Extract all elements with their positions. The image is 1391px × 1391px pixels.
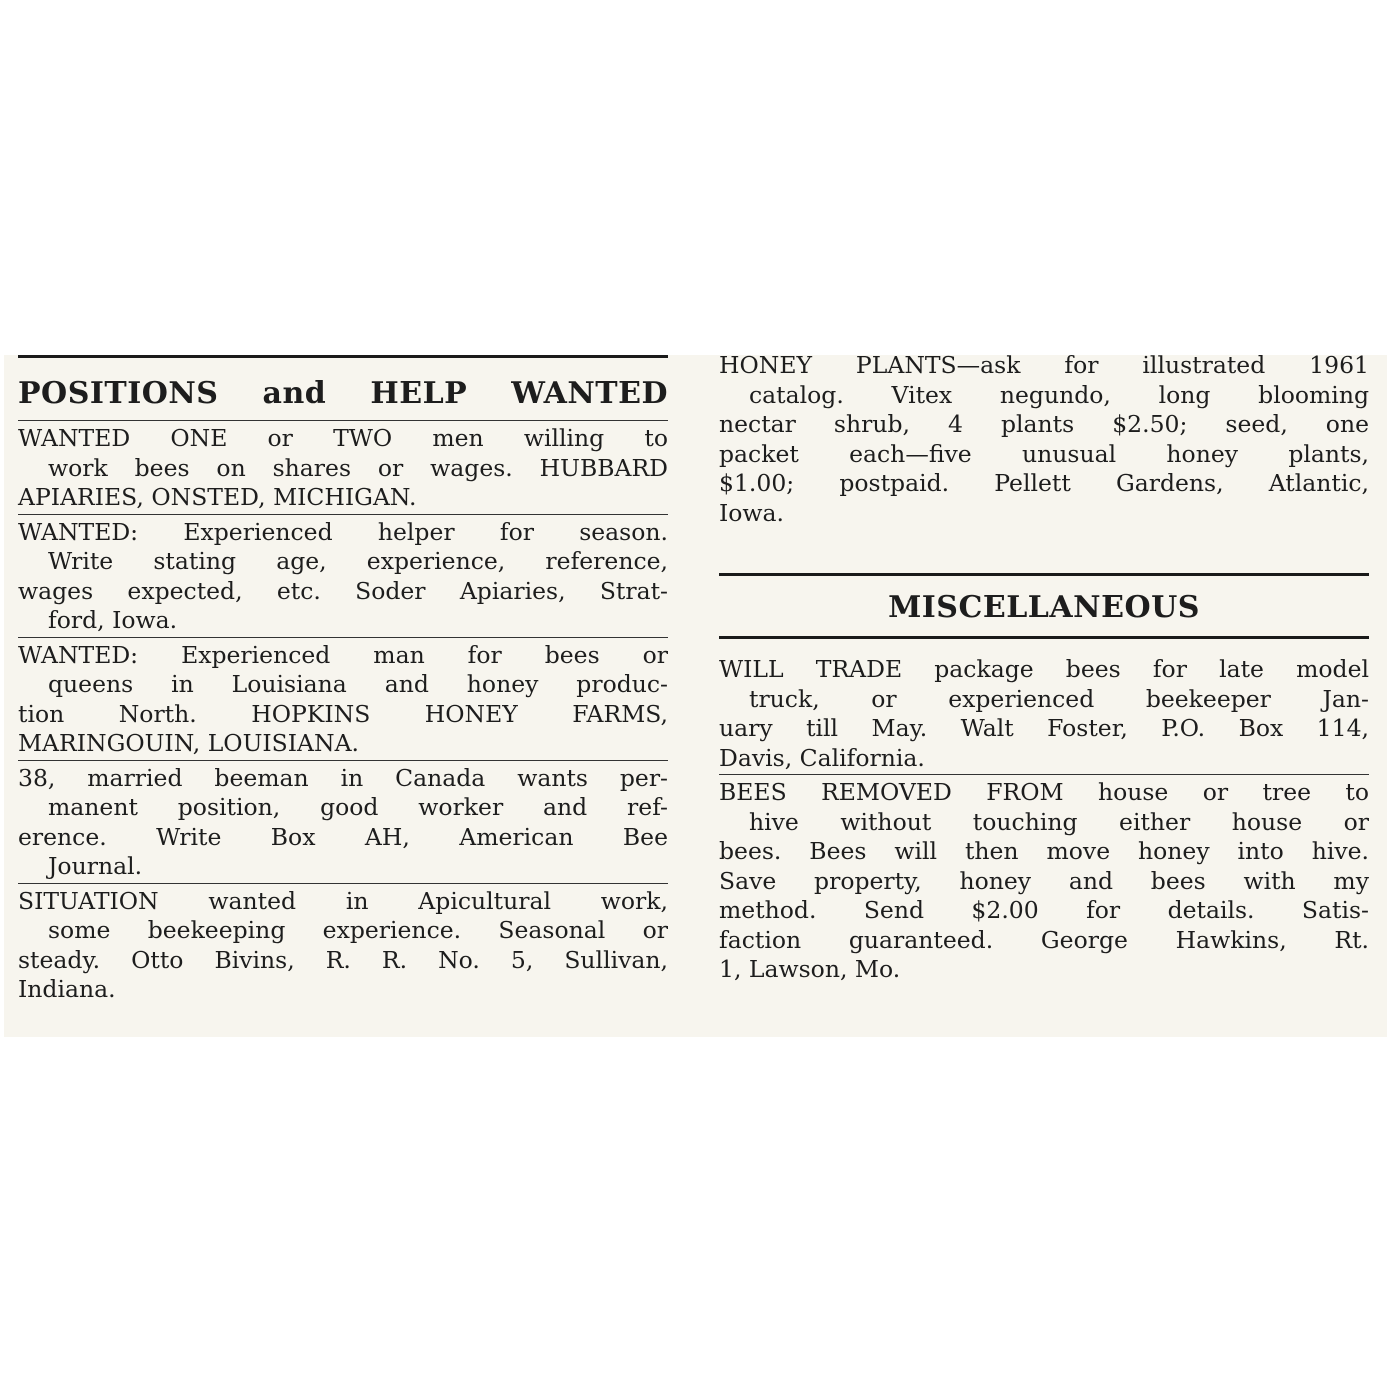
ad-divider [18,883,668,884]
ad-line: 38, married beeman in Canada wants per- [18,763,668,792]
ad-line: 1, Lawson, Mo. [719,955,901,983]
ad-line: $1.00; postpaid. Pellett Gardens, Atlantic, [719,469,1369,497]
ad-soder [18,518,668,636]
ad-line: packet each—five unusual honey plants, [719,439,1369,468]
ad-line: uary till May. Walt Foster, P.O. Box 114, [719,714,1369,742]
ad-line: Journal. [48,852,143,880]
ad-line: Save property, honey and bees with my [719,866,1369,895]
misc-heading: MISCELLANEOUS [888,590,1200,625]
positions-column [18,355,668,1005]
misc-heading-rule [719,636,1369,639]
ad-line: manent position, good worker and ref- [48,793,668,821]
ad-line: SITUATION wanted in Apicultural work, [18,886,668,915]
ad-line: truck, or experienced beekeeper Jan- [749,684,1369,713]
ad-line: erence. Write Box AH, American Bee [18,822,668,851]
ad-line: queens in Louisiana and honey produc- [48,670,668,698]
ad-walt-foster [719,655,1369,773]
ad-line: wages expected, etc. Soder Apiaries, Strat- [18,576,668,605]
ad-line: faction guaranteed. George Hawkins, Rt. [719,925,1369,954]
ad-hubbard [18,424,668,513]
top-rule [18,355,668,358]
ad-line: hive without touching either house or [749,807,1369,836]
ad-george-hawkins [719,778,1369,985]
misc-column [719,355,1369,985]
ad-line: HONEY PLANTS—ask for illustrated 1961 [719,355,1369,379]
ad-line: work bees on shares or wages. HUBBARD [48,453,668,482]
ad-beeman-canada [18,764,668,882]
ad-bivins [18,887,668,1005]
ad-line: catalog. Vitex negundo, long blooming [749,380,1369,409]
positions-heading: POSITIONS and HELP WANTED [18,376,668,411]
ad-line: Davis, California. [719,743,925,772]
ad-line: Write stating age, experience, reference, [48,547,668,575]
ad-honey-plants [719,355,1369,528]
ad-divider [18,637,668,638]
ad-line: WANTED ONE or TWO men willing to [18,424,668,452]
ad-line: bees. Bees will then move honey into hive. [719,837,1369,865]
ad-line: WANTED: Experienced man for bees or [18,640,668,669]
ad-line: some beekeeping experience. Seasonal or [48,916,668,944]
ad-line: BEES REMOVED FROM house or tree to [719,778,1369,806]
ad-line: method. Send $2.00 for details. Satis- [719,896,1369,924]
ad-line: WILL TRADE package bees for late model [719,655,1369,683]
ad-line: ford, Iowa. [48,606,178,634]
ad-divider [18,514,668,515]
newspaper-clipping [4,355,1387,1037]
misc-top-rule [719,573,1369,576]
ad-line: APIARIES, ONSTED, MICHIGAN. [18,483,417,511]
ad-divider [18,760,668,761]
ad-line: tion North. HOPKINS HONEY FARMS, [18,699,668,728]
ad-line: steady. Otto Bivins, R. R. No. 5, Sullivan, [18,945,668,974]
ad-divider [719,774,1369,775]
ad-line: Indiana. [18,975,116,1003]
heading-rule [18,420,668,421]
ad-hopkins [18,641,668,759]
ad-line: MARINGOUIN, LOUISIANA. [18,729,360,757]
ad-line: nectar shrub, 4 plants $2.50; seed, one [719,410,1369,438]
ad-line: Iowa. [719,498,785,527]
ad-line: WANTED: Experienced helper for season. [18,517,668,546]
